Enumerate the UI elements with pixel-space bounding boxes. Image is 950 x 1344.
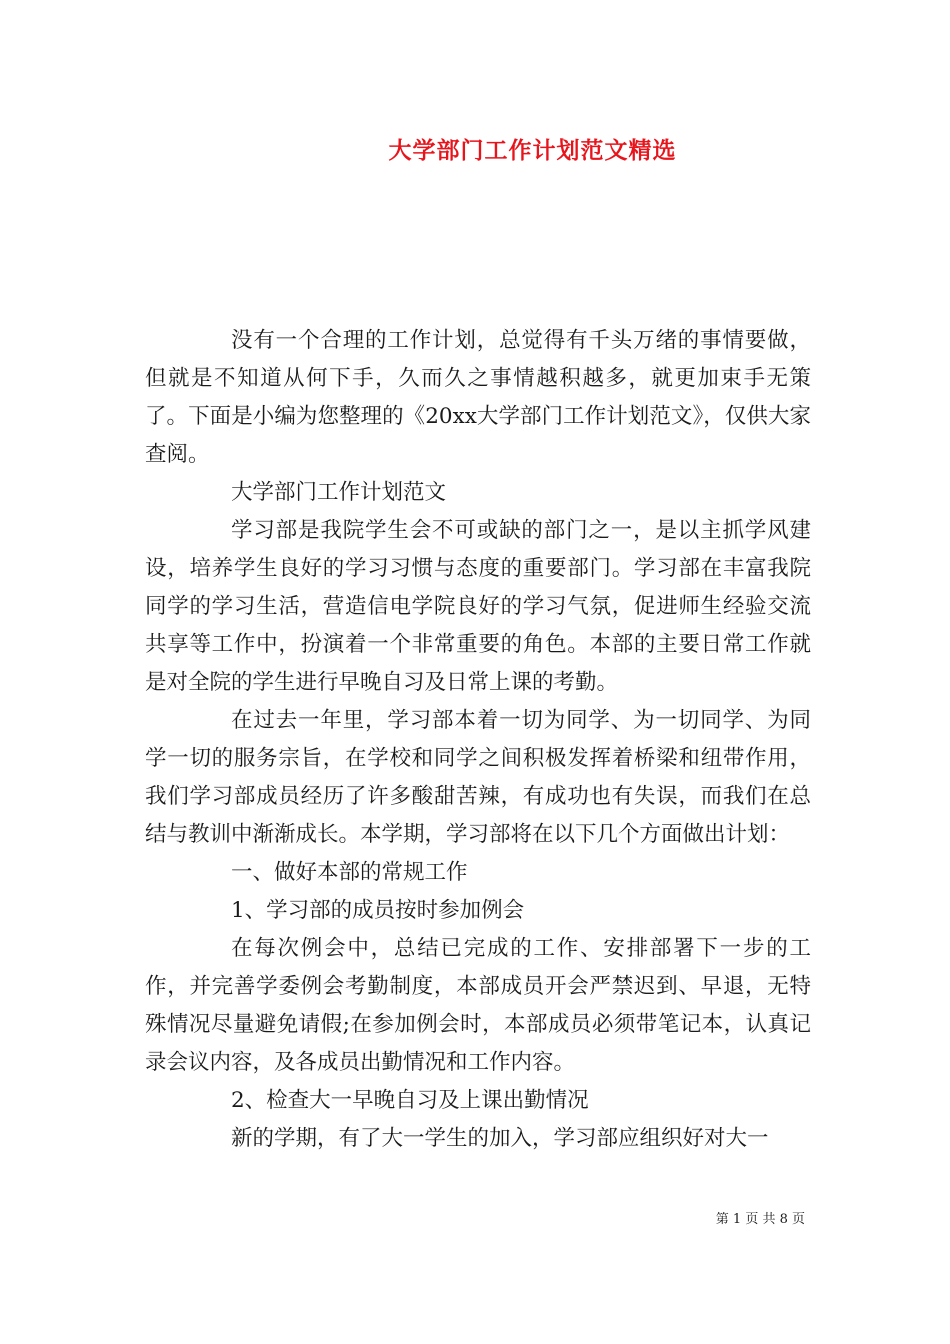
paragraph-intro: 没有一个合理的工作计划，总觉得有千头万绪的事情要做，但就是不知道从何下手，久而久之事情越积越多，就更加束手无策了。下面是小编为您整理的《20xx大学部门工作计划范文》，仅供大家查阅。 [145, 328, 811, 467]
paragraph-past-year: 在过去一年里，学习部本着一切为同学、为一切同学、为同学一切的服务宗旨，在学校和同学之间积极发挥着桥梁和纽带作用，我们学习部成员经历了许多酸甜苦辣，有成功也有失误，而我们在总结与教训中渐渐成长。本学期，学习部将在以下几个方面做出计划： [145, 708, 811, 847]
document-title: 大学部门工作计划范文精选 [388, 137, 677, 164]
document-body [145, 322, 811, 1158]
item-heading-2: 2、检查大一早晚自习及上课出勤情况 [231, 1088, 589, 1113]
paragraph-subtitle: 大学部门工作计划范文 [231, 480, 447, 505]
paragraph-new-term: 新的学期，有了大一学生的加入，学习部应组织好对大一 [231, 1126, 769, 1151]
section-heading: 一、做好本部的常规工作 [231, 860, 468, 885]
paragraph-dept-intro: 学习部是我院学生会不可或缺的部门之一，是以主抓学风建设，培养学生良好的学习习惯与态度的重要部门。学习部在丰富我院同学的学习生活，营造信电学院良好的学习气氛，促进师生经验交流共享等工作中，扮演着一个非常重要的角色。本部的主要日常工作就是对全院的学生进行早晚自习及日常上课的考勤。 [145, 518, 811, 695]
paragraph-meetings: 在每次例会中，总结已完成的工作、安排部署下一步的工作，并完善学委例会考勤制度，本部成员开会严禁迟到、早退，无特殊情况尽量避免请假;在参加例会时，本部成员必须带笔记本，认真记录会议内容，及各成员出勤情况和工作内容。 [145, 936, 811, 1075]
item-heading-1: 1、学习部的成员按时参加例会 [231, 898, 525, 923]
page-footer: 第 1 页 共 8 页 [715, 1212, 805, 1227]
